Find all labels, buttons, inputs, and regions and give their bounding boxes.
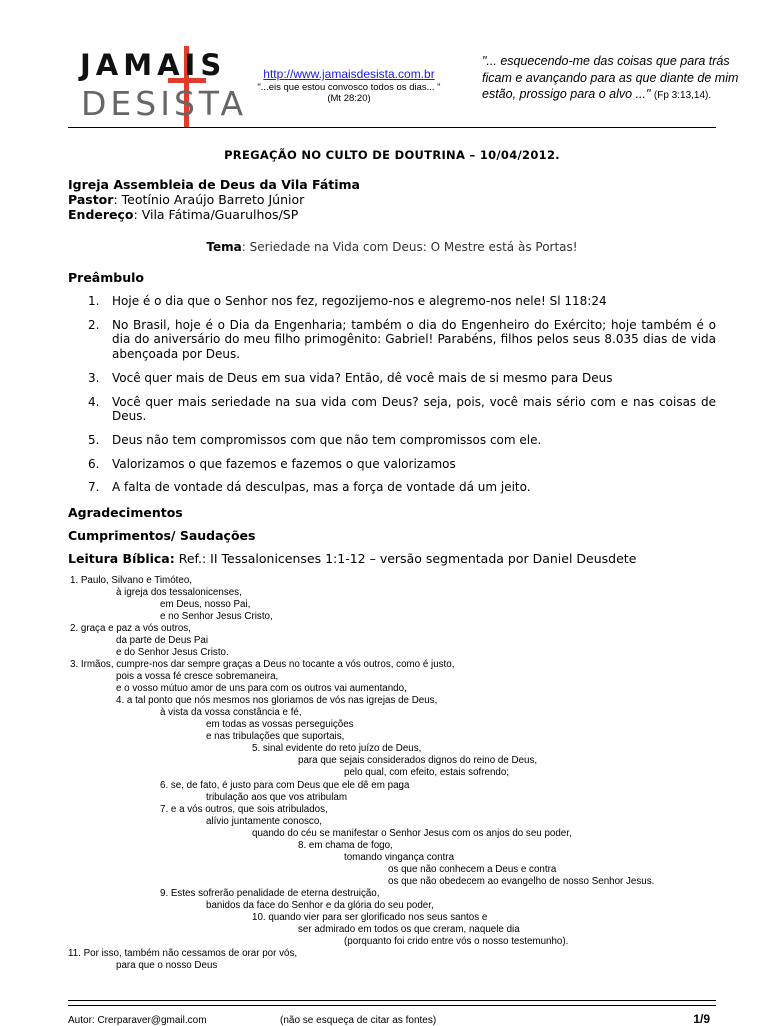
preamble-item (68, 480, 716, 495)
verse-line: da parte de Deus Pai (116, 635, 209, 646)
footer-divider-1 (68, 1000, 716, 1001)
verse-line: 3. Irmãos, cumpre-nos dar sempre graças a Deus no tocante a vós outros, como é justo, (70, 659, 455, 670)
preamble-item (68, 457, 716, 472)
verse-line: e do Senhor Jesus Cristo. (116, 647, 229, 658)
verse-line: (porquanto foi crido entre vós o nosso testemunho). (344, 936, 569, 947)
verse-line: 5. sinal evidente do reto juízo de Deus, (252, 743, 422, 754)
preamble-heading: Preâmbulo (68, 270, 144, 285)
page-footer (68, 1012, 716, 1026)
logo-top-text: JAMAIS (80, 48, 227, 82)
verse-line: 11. Por isso, também não cessamos de orar por vós, (68, 948, 298, 959)
address-value: : Vila Fátima/Guarulhos/SP (133, 207, 299, 222)
verse-line: para que sejais considerados dignos do reino de Deus, (298, 755, 538, 766)
footer-divider-2 (68, 1005, 716, 1006)
verse-line: à igreja dos tessalonicenses, (116, 587, 242, 598)
verse-line: 7. e a vós outros, que sois atribulados, (160, 804, 328, 815)
verse-line: pelo qual, com efeito, estais sofrendo; (344, 767, 510, 778)
verse-line: quando do céu se manifestar o Senhor Jesus com os anjos do seu poder, (252, 828, 572, 839)
verse-line: 10. quando vier para ser glorificado nos seus santos e (252, 912, 488, 923)
preamble-item (68, 433, 716, 448)
verse-line: 8. em chama de fogo, (298, 840, 393, 851)
verse-line: 1. Paulo, Silvano e Timóteo, (70, 575, 192, 586)
header-center (230, 67, 468, 104)
site-link[interactable]: http://www.jamaisdesista.com.br (263, 67, 435, 81)
header-tagline-ref: (Mt 28:20) (327, 93, 371, 104)
verse-line: alívio juntamente conosco, (206, 816, 322, 827)
address-line (68, 207, 360, 222)
verse-line: os que não conhecem a Deus e contra (388, 864, 557, 875)
verse-line: para que o nosso Deus (116, 960, 218, 971)
header-tagline: "...eis que estou convosco todos os dias... " (257, 82, 441, 93)
preamble-item-text: Hoje é o dia que o Senhor nos fez, regozijemo-nos e alegremo-nos nele! Sl 118:24 (112, 294, 607, 308)
header-quote (482, 53, 748, 105)
thanks-heading: Agradecimentos (68, 505, 183, 520)
preamble-item-text: No Brasil, hoje é o Dia da Engenharia; também o dia do Engenheiro do Exército; hoje também é o dia do aniversário do meu filho primogênito: Gabriel! Parabéns, filhos pelos seus 8.035 dias de vida abençoada por Deus. (112, 317, 716, 361)
footer-note: (não se esqueça de citar as fontes) (280, 1015, 437, 1026)
preamble-item-text: Você quer mais seriedade na sua vida com Deus? seja, pois, você mais sério com e nas coisas de Deus. (112, 394, 716, 424)
theme-line (68, 240, 716, 254)
preamble-list (68, 294, 716, 504)
preamble-item-number: 3. (88, 370, 100, 385)
preamble-item-text: A falta de vontade dá desculpas, mas a força de vontade dá um jeito. (112, 480, 531, 495)
bible-reading-ref: Ref.: II Tessalonicenses 1:1-12 – versão segmentada por Daniel Deusdete (174, 551, 637, 566)
quote-text: "... esquecendo-me das coisas que para trás ficam e avançando para as que diante de mim estão, prossigo para o alvo ..." (482, 54, 739, 101)
verse-line: ser admirado em todos os que creram, naquele dia (298, 924, 520, 935)
header-divider (68, 127, 716, 128)
logo-bottom-text: DESISTA (81, 84, 248, 123)
preamble-item-text: Você quer mais de Deus em sua vida? Então, dê você mais de si mesmo para Deus (112, 370, 613, 385)
jamais-desista-logo (80, 46, 248, 130)
church-info (68, 177, 360, 222)
verse-line: 2. graça e paz a vós outros, (70, 623, 191, 634)
verse-line: à vista da vossa constância e fé, (160, 707, 302, 718)
preamble-item-number: 4. (88, 394, 100, 409)
verse-line: e nas tribulações que suportais, (206, 731, 345, 742)
verse-line: 4. a tal ponto que nós mesmos nos gloriamos de vós nas igrejas de Deus, (116, 695, 438, 706)
verse-line: em todas as vossas perseguições (206, 719, 354, 730)
preamble-item (68, 294, 716, 309)
verse-line: e o vosso mútuo amor de uns para com os outros vai aumentando, (116, 683, 407, 694)
preamble-item (68, 395, 716, 424)
verse-line: tomando vingança contra (344, 852, 455, 863)
verse-line: 6. se, de fato, é justo para com Deus que ele dê em paga (160, 780, 410, 791)
verse-line: pois a vossa fé cresce sobremaneira, (116, 671, 279, 682)
preamble-item-number: 7. (88, 480, 100, 495)
preamble-item (68, 371, 716, 386)
verse-line: os que não obedecem ao evangelho de nosso Senhor Jesus. (388, 876, 655, 887)
preamble-item-text: Deus não tem compromissos com que não tem compromissos com ele. (112, 432, 542, 447)
verse-line: em Deus, nosso Pai, (160, 599, 251, 610)
preamble-item-number: 5. (88, 432, 100, 447)
verse-line: banidos da face do Senhor e da glória do seu poder, (206, 900, 434, 911)
pastor-line (68, 192, 360, 207)
quote-ref: (Fp 3:13,14). (653, 90, 712, 101)
theme-value: : Seriedade na Vida com Deus: O Mestre está às Portas! (241, 240, 578, 254)
preamble-item-number: 2. (88, 317, 100, 332)
preamble-item-number: 1. (88, 294, 100, 308)
church-name: Igreja Assembleia de Deus da Vila Fátima (68, 177, 360, 192)
verse-line: e no Senhor Jesus Cristo, (160, 611, 273, 622)
verse-line: 9. Estes sofrerão penalidade de eterna destruição, (160, 888, 380, 899)
pastor-name: : Teotínio Araújo Barreto Júnior (113, 192, 305, 207)
bible-reading-label: Leitura Bíblica: (68, 551, 175, 566)
greetings-heading: Cumprimentos/ Saudações (68, 528, 256, 543)
bible-reading-line (68, 551, 636, 566)
address-label: Endereço (68, 207, 134, 222)
preamble-item-text: Valorizamos o que fazemos e fazemos o que valorizamos (112, 456, 456, 471)
pastor-label: Pastor (68, 192, 114, 207)
preamble-item-number: 6. (88, 456, 100, 471)
page-title: PREGAÇÃO NO CULTO DE DOUTRINA – 10/04/2012. (224, 148, 560, 162)
theme-label: Tema (206, 240, 242, 254)
preamble-item (68, 318, 716, 362)
verse-line: tribulação aos que vos atribulam (206, 792, 348, 803)
page-number: 1/9 (693, 1012, 710, 1026)
footer-author: Autor: Crerparaver@gmail.com (68, 1015, 207, 1026)
